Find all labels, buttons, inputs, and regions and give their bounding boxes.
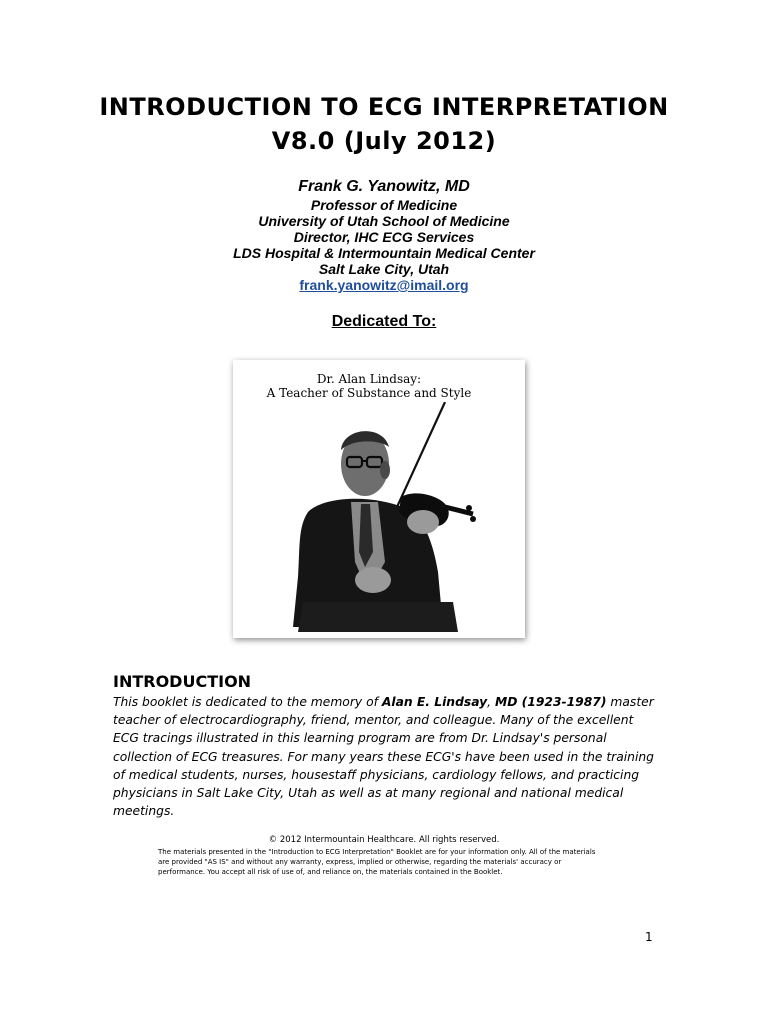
disclaimer-text: The materials presented in the "Introduction to ECG Interpretation" Booklet are for your information only. All of the materials are provided "AS IS" and without any warranty, express, implied or otherwise, regarding the materials' accuracy or performance. You accept all risk of use of, and reliance on, the materials contained in the Booklet. [158,848,596,876]
intro-text-start: This booklet is dedicated to the memory of [113,695,382,709]
photo-caption-line1: Dr. Alan Lindsay: [316,372,422,386]
dedication-photo [233,360,525,638]
dedication-heading: Dedicated To: [331,313,437,330]
intro-comma: , [487,695,495,709]
intro-text-rest: master teacher of electrocardiography, friend, mentor, and colleague. Many of the excellent ECG tracings illustrated in this learning program are from Dr. Lindsay's personal collection of ECG treasures. For many years these ECG's have been used in the training of medical students, nurses, housestaff physicians, cardiology fellows, and practicing physicians in Salt Lake City, Utah as well as at many regional and national medical meetings. [113,695,654,819]
copyright-notice: © 2012 Intermountain Healthcare. All rights reserved. [268,835,500,845]
author-email-link[interactable]: frank.yanowitz@imail.org [299,277,469,293]
introduction-paragraph [113,693,658,820]
affiliation-line: Salt Lake City, Utah [318,261,450,277]
photo-caption-line2: A Teacher of Substance and Style [266,386,472,400]
violinist-portrait-image [273,402,483,632]
author-affiliations [0,197,768,293]
affiliation-line: Professor of Medicine [310,197,458,213]
introduction-heading: INTRODUCTION [113,672,252,691]
affiliation-line: University of Utah School of Medicine [258,213,510,229]
page-number: 1 [645,930,653,944]
document-title-line1: INTRODUCTION TO ECG INTERPRETATION [99,93,669,121]
photo-caption [233,372,505,400]
author-name: Frank G. Yanowitz, MD [298,178,470,195]
affiliation-line: Director, IHC ECG Services [293,229,475,245]
document-title-line2: V8.0 (July 2012) [271,127,497,155]
intro-bold-md: MD (1923-1987) [494,695,607,709]
intro-bold-name: Alan E. Lindsay [381,695,488,709]
affiliation-line: LDS Hospital & Intermountain Medical Center [233,245,535,261]
